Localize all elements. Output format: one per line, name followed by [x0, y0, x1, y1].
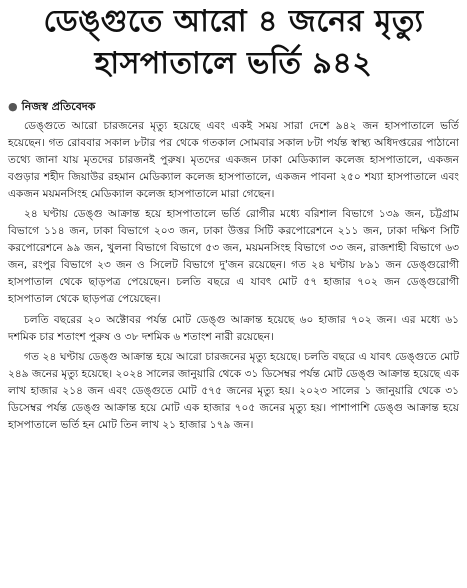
paragraph-1: ডেঙ্গুতে আরো চারজনের মৃত্যু হয়েছে এবং একই সময় সারা দেশে ৯৪২ জন হাসপাতালে ভর্তি হয়েছেন। গত রোববার সকাল ৮টার পর থেকে গতকাল সোমবার সকাল ৮টা পর্যন্ত স্বাস্থ্য অধিদপ্তরের পাঠানো তথ্যে জানা যায় মৃতদের চারজনই পুরুষ। মৃতদের একজন ঢাকা মেডিক্যাল কলেজ হাসপাতালে, একজন বগুড়ার শহীদ জিয়াউর রহমান মেডিক্যাল কলেজ হাসপাতালে, একজন পাবনা ২৫০ শয্যা হাসপাতালে এবং একজন ময়মনসিংহ মেডিক্যাল কলেজ হাসপাতালে মারা গেছেন।	[8, 120, 459, 201]
byline	[8, 98, 95, 117]
byline-text: নিজস্ব প্রতিবেদক	[21, 100, 96, 113]
bullet-icon: ●	[8, 100, 18, 113]
paragraph-4: গত ২৪ ঘণ্টায় ডেঙ্গু আক্রান্ত হয়ে আরো চারজনের মৃত্যু হয়েছে। চলতি বছরে এ যাবৎ ডেঙ্গুতে মোট ২৪৯ জনের মৃত্যু হয়েছে। ২০২৪ সালের জানুয়ারি থেকে ৩১ ডিসেম্বর পর্যন্ত মোট ডেঙ্গু আক্রান্ত হয়েছে এক লাখ হাজার ২১৪ জন এবং ডেঙ্গুতে মোট ৫৭৫ জনের মৃত্যু হয়। ২০২৩ সালের ১ জানুয়ারি থেকে ৩১ ডিসেম্বর পর্যন্ত ডেঙ্গু আক্রান্ত হয়ে মোট এক হাজার ৭০৫ জনের মৃত্যু হয়। পাশাপাশি ডেঙ্গু আক্রান্ত হয়ে হাসপাতালে ভর্তি হন মোট তিন লাখ ২১ হাজার ১৭৯ জন।	[8, 350, 459, 431]
headline-line-2: হাসপাতালে ভর্তি ৯৪২	[94, 46, 373, 81]
headline-line-1: ডেঙ্গুতে আরো ৪ জনের মৃত্যু	[43, 4, 424, 39]
paragraph-2: ২৪ ঘণ্টায় ডেঙ্গু আক্রান্ত হয়ে হাসপাতালে ভর্তি রোগীর মধ্যে বরিশাল বিভাগে ১৩৯ জন, চট্টগ্রাম বিভাগে ১১৪ জন, ঢাকা বিভাগে ২০৩ জন, ঢাকা উত্তর সিটি করপোরেশনে ২১১ জন, ঢাকা দক্ষিণ সিটি করপোরেশনে ৯৯ জন, খুলনা বিভাগে বিভাগে ৫৩ জন, ময়মনসিংহ বিভাগে ৩৩ জন, রাজশাহী বিভাগে ৬৩ জন, রংপুর বিভাগে ২৩ জন ও সিলেট বিভাগে দু'জন রয়েছেন। গত ২৪ ঘণ্টায় ৮৯১ জন ডেঙ্গুরোগী হাসপাতাল থেকে ছাড়পত্র পেয়েছেন। চলতি বছরে এ যাবৎ মোট ৫৭ হাজার ৭০২ জন ডেঙ্গুরোগী হাসপাতাল থেকে ছাড়পত্র পেয়েছেন।	[8, 208, 459, 306]
paragraph-3: চলতি বছরের ২০ অক্টোবর পর্যন্ত মোট ডেঙ্গু আক্রান্ত হয়েছে ৬০ হাজার ৭০২ জন। এর মধ্যে ৬১ দশমিক চার শতাংশ পুরুষ ও ৩৮ দশমিক ৬ শতাংশ নারী রয়েছেন।	[8, 313, 459, 343]
article-body	[8, 118, 459, 437]
